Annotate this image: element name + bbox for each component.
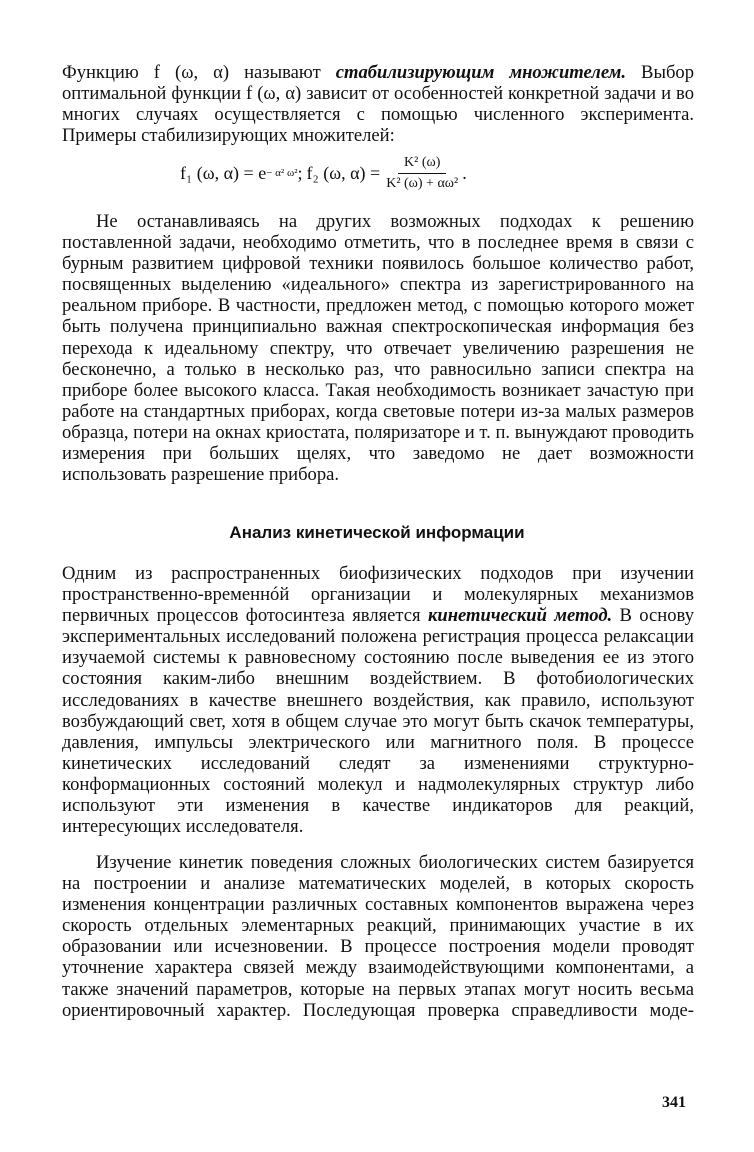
para4-text: Изучение кинетик поведения сложных биологических систем базируется на построении и анализе математических моделей, в которых скорость изменения концентрации различных составных компонентов выражена через скорость отдельных элементарных реакций, принимающих участие в их образовании или исчезновении. В процессе построения модели проводят уточнение характера связей между взаимодействующими компонентами, а также значений параметров, которые на первых этапах могут носить весьма ориентировочный характер. Последующая проверка справедливости моде- (62, 852, 694, 1021)
term-stabilizing-factor: стабилизирующим множителем. (335, 62, 627, 83)
formula-separator: ; (297, 162, 303, 183)
formula-f1: f₁ (ω, α) = e (180, 162, 267, 183)
paragraph-ideal-spectrum (62, 211, 694, 485)
para2-text: Не останавливаясь на других возможных подходах к решению поставленной задачи, необходимо отметить, что в последнее время в связи с бурным развитием цифровой техники появилось большое количество работ, посвященных выделению «идеального» спектра из зарегистрированного на реальном приборе. В частности, предложен метод, с помощью которого может быть получена принципиально важная спектроскопическая информация без перехода к идеальному спектру, что отвечает увеличению разрешения не бесконечно, а только в несколько раз, что равносильно записи спектра на приборе более высокого класса. Такая необходимость возникает зачастую при работе на стандартных приборах, когда световые потери из-за малых размеров образца, потери на окнах криостата, поляризаторе и т. п. вынуждают проводить измерения при больших щелях, что заведомо не дает возможности использовать разрешение прибора. (62, 211, 694, 486)
formula-f1-exponent: − α² ω² (266, 167, 298, 179)
formula-fraction (386, 155, 458, 192)
formula-stabilizing-functions (180, 148, 620, 198)
section-heading: Анализ кинетической информации (229, 523, 525, 542)
paragraph-kinetic-method (62, 563, 694, 837)
formula-numerator: K² (ω) (398, 155, 446, 174)
page-number: 341 (662, 1094, 686, 1111)
formula-f2: f₂ (ω, α) = (306, 162, 381, 183)
paragraph-kinetic-models (62, 852, 694, 1021)
formula-period: . (462, 162, 467, 183)
term-kinetic-method: кинетический метод. (427, 605, 613, 627)
paragraph-stabilizing-factor (62, 62, 694, 146)
para3-rest: В основу экспериментальных исследований положена регистрация процесса релаксации изучаемой системы к равновесному состоянию после выведения ее из этого состояния каким-либо внешним воздействием. В фотобиологических исследованиях в качестве внешнего воздействия, как правило, используют возбуждающий свет, хотя в общем случае это могут быть скачок температуры, давления, импульсы электрического или магнитного поля. В процессе кинетических исследований следят за изменениями структурно-конформационных состояний молекул и надмолекулярных структур либо используют эти изменения в качестве индикаторов для реакций, интересующих исследователя. (62, 605, 695, 838)
para1-rest: Выбор оптимальной функции f (ω, α) зависит от особенностей конкретной задачи и во многих случаях осуществляется с помощью численного эксперимента. Примеры стабилизирующих множителей: (62, 62, 694, 147)
formula-denominator: K² (ω) + αω² (386, 175, 459, 191)
para1-lead: Функцию f (ω, α) называют (62, 62, 336, 83)
para3-lead: Одним из распространенных биофизических подходов при изучении пространственно-временнóй организации и молекулярных механизмов первичных процессов фотосинтеза является (62, 563, 694, 627)
